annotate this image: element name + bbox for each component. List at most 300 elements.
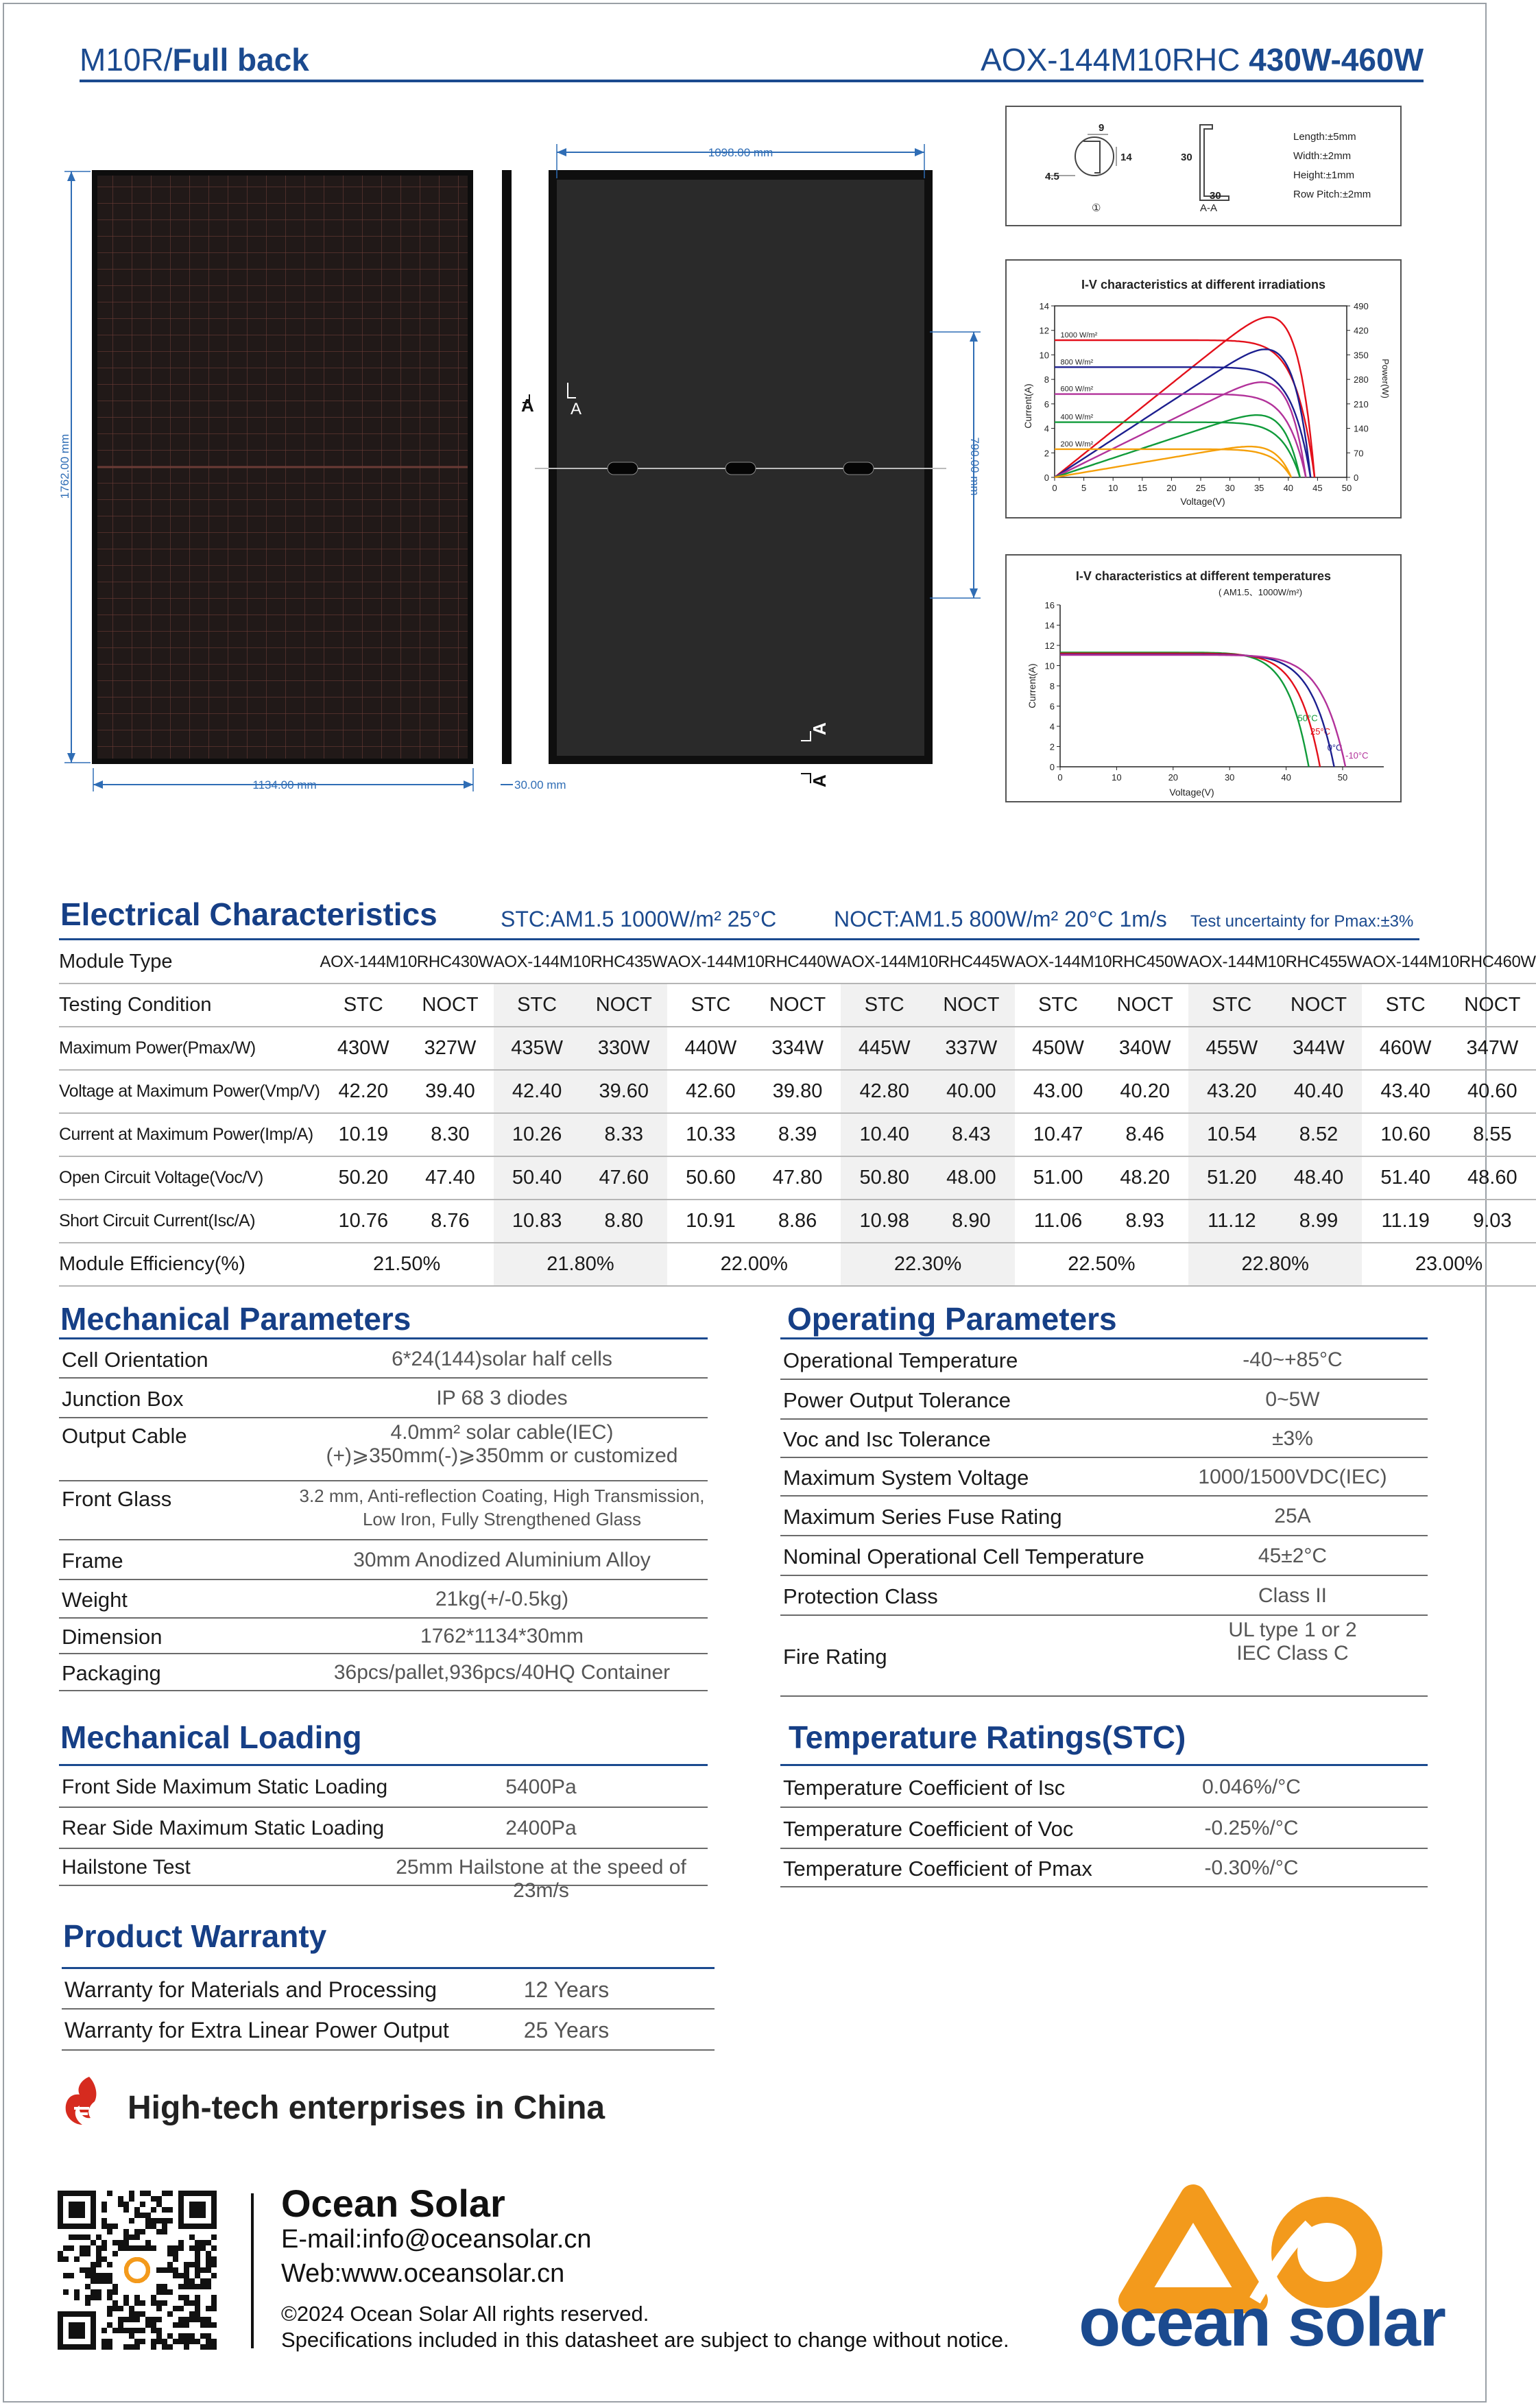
chart2-x-tick-label: 30 [1224,772,1235,783]
mechanical-value-line1: 3.2 mm, Anti-reflection Coating, High Transmission, [299,1486,705,1506]
chart1-x-tick-label: 50 [1341,483,1352,493]
electrical-row [59,1156,1536,1200]
chart1-x-tick-label: 25 [1195,483,1206,493]
electrical-cell: 8.52 [1275,1113,1363,1156]
frame-detail-box [1005,106,1402,226]
noct-header: NOCT [1275,984,1363,1027]
ocean-solar-logo [1049,2184,1474,2361]
chart2-y-tick-label: 4 [1049,722,1055,732]
mechanical-value-line2: Low Iron, Fully Strengthened Glass [362,1509,642,1529]
electrical-cell: 10.40 [841,1113,928,1156]
operating-key: Operational Temperature [783,1348,1018,1372]
chart1-y2label: Power(W) [1380,359,1391,398]
chart2-y-tick-label: 6 [1049,701,1055,712]
chart1-y-tick-label: 6 [1044,398,1049,409]
chart1-x-tick-label: 35 [1253,483,1264,493]
warranty-title: Product Warranty [63,1918,327,1954]
section-mark-bottom-outer: A [809,774,830,787]
chart1-ylabel: Current(A) [1022,383,1033,429]
chart1-x-tick-label: 10 [1107,483,1118,493]
electrical-cell: 8.80 [580,1200,667,1243]
electrical-cell: 460W [1362,1027,1449,1070]
operating-row [780,1420,1428,1458]
operating-value: 25A [1274,1505,1311,1527]
logo-circle-icon [1284,2210,1369,2295]
chart2-y-tick-label: 14 [1044,620,1055,631]
hightech-badge-icon [59,2074,101,2127]
electrical-cell: 42.40 [494,1070,581,1113]
electrical-cell: 344W [1275,1027,1363,1070]
electrical-cell: 10.91 [667,1200,754,1243]
electrical-row [59,1200,1536,1243]
operating-row [780,1340,1428,1380]
chart1-y2-tick-label: 70 [1354,448,1364,459]
testing-condition-row [59,984,1536,1027]
electrical-cell: 50.40 [494,1156,581,1200]
electrical-cell: 10.19 [320,1113,407,1156]
electrical-cell: 327W [407,1027,494,1070]
chart1-y2-tick-label: 490 [1354,301,1369,311]
chart2-series-label: -10°C [1345,750,1369,761]
electrical-cell: 8.86 [754,1200,841,1243]
mechanical-row [59,1540,708,1580]
stc-header: STC [841,984,928,1027]
electrical-row-label: Voltage at Maximum Power(Vmp/V) [59,1070,320,1113]
mechanical-row [59,1340,708,1379]
warranty-key: Warranty for Materials and Processing [64,1977,437,2002]
testing-condition-label: Testing Condition [59,984,320,1027]
operating-row [780,1616,1428,1697]
operating-key: Voc and Isc Tolerance [783,1427,991,1451]
electrical-cell: 435W [494,1027,581,1070]
efficiency-cell: 22.50% [1015,1243,1188,1286]
loading-key: Hailstone Test [62,1856,191,1879]
chart1-power-curve [1055,446,1291,477]
chart2-y-tick-label: 12 [1044,641,1055,651]
loading-title: Mechanical Loading [60,1719,362,1755]
mechanical-key: Dimension [62,1624,163,1649]
electrical-cell: 40.20 [1101,1070,1188,1113]
chart1-y2-tick-label: 280 [1354,374,1369,385]
footer-divider [251,2193,254,2348]
copyright: ©2024 Ocean Solar All rights reserved. [281,2302,649,2326]
electrical-row [59,1070,1536,1113]
chart1-y-tick-label: 14 [1039,301,1049,311]
loading-row [59,1767,708,1808]
mechanical-key: Frame [62,1548,123,1573]
electrical-cell: 40.00 [928,1070,1015,1113]
electrical-cell: 455W [1188,1027,1275,1070]
frame-dim-4-5: 4.5 [1045,171,1059,182]
temperature-key: Temperature Coefficient of Pmax [783,1856,1092,1881]
model-name: AOX-144M10RHC450W [1015,941,1188,984]
mechanical-key: Front Glass [62,1487,172,1511]
chart2-y-tick-label: 8 [1049,681,1055,691]
operating-key: Nominal Operational Cell Temperature [783,1544,1144,1569]
efficiency-cell: 21.80% [494,1243,667,1286]
section-mark-back: A [571,400,582,418]
electrical-cell: 8.99 [1275,1200,1363,1243]
frame-dim-14: 14 [1120,152,1132,163]
frame-dim-9: 9 [1099,122,1105,134]
warranty-row [62,2010,715,2051]
temperature-row [780,1767,1428,1808]
electrical-cell: 337W [928,1027,1015,1070]
chart2-y-tick-label: 2 [1049,741,1055,752]
operating-value: -40~+85°C [1243,1348,1343,1371]
hightech-text: High-tech enterprises in China [128,2090,605,2126]
electrical-cell: 50.80 [841,1156,928,1200]
mechanical-value: 21kg(+/-0.5kg) [435,1588,569,1610]
electrical-row [59,1027,1536,1070]
electrical-cell: 39.60 [580,1070,667,1113]
electrical-cell: 8.33 [580,1113,667,1156]
chart2-y-tick-label: 16 [1044,600,1055,610]
warranty-row [62,1970,715,2010]
electrical-cell: 10.26 [494,1113,581,1156]
chart1-y2-tick-label: 140 [1354,423,1369,434]
operating-value-line1: UL type 1 or 2 [1228,1619,1357,1641]
warranty-value: 12 Years [523,1977,610,2002]
model-name: AOX-144M10RHC460W [1362,941,1535,984]
noct-header: NOCT [407,984,494,1027]
module-type-label: Module Type [59,941,320,984]
electrical-cell: 43.20 [1188,1070,1275,1113]
frame-dim-30-h: 30 [1181,152,1192,163]
operating-row [780,1536,1428,1576]
chart1-series-label: 600 W/m² [1060,385,1094,394]
chart1-y2-tick-label: 0 [1354,473,1359,483]
frame-caption-aa: A-A [1200,202,1218,214]
efficiency-cell: 22.30% [841,1243,1014,1286]
operating-key: Maximum System Voltage [783,1465,1029,1490]
header-rule [80,80,1424,82]
mechanical-row [59,1379,708,1418]
electrical-cell: 39.40 [407,1070,494,1113]
electrical-cell: 51.40 [1362,1156,1449,1200]
temperature-row [780,1849,1428,1887]
electrical-cell: 11.19 [1362,1200,1449,1243]
chart2-iv-curve [1060,652,1309,767]
operating-row [780,1576,1428,1616]
electrical-cell: 47.60 [580,1156,667,1200]
loading-key: Rear Side Maximum Static Loading [62,1817,385,1839]
efficiency-cell: 23.00% [1362,1243,1535,1286]
operating-value: 1000/1500VDC(IEC) [1198,1466,1387,1488]
mechanical-value [296,1421,708,1468]
electrical-cell: 8.46 [1101,1113,1188,1156]
chart2-iv-curve [1060,654,1334,767]
mechanical-value [296,1484,708,1531]
electrical-row [59,1113,1536,1156]
chart2-y-tick-label: 0 [1049,762,1055,772]
electrical-cell: 47.80 [754,1156,841,1200]
module-type-row [59,941,1536,984]
disclaimer: Specifications included in this datasheet are subject to change without notice. [281,2328,1009,2352]
chart2-series-label: 25°C [1310,726,1331,737]
electrical-row-label: Short Circuit Current(Isc/A) [59,1200,320,1243]
electrical-cell: 11.12 [1188,1200,1275,1243]
loading-value: 25mm Hailstone at the speed of 23m/s [396,1856,686,1902]
loading-key: Front Side Maximum Static Loading [62,1776,388,1798]
tolerance-width: Width:±2mm [1293,150,1352,162]
temperature-row [780,1808,1428,1849]
header-model: AOX-144M10RHC 430W-460W [981,42,1424,78]
module-side-view [502,170,512,764]
electrical-cell: 445W [841,1027,928,1070]
mechanical-key: Output Cable [62,1424,187,1448]
mount-dim-label: 790.00 mm [968,437,981,496]
iv-temperature-chart [1007,556,1400,801]
qr-center-logo [118,2251,156,2289]
chart1-y2-tick-label: 350 [1354,350,1369,361]
efficiency-cell: 22.00% [667,1243,841,1286]
noct-condition: NOCT:AM1.5 800W/m² 20°C 1m/s [834,907,1167,931]
chart2-iv-curve [1060,655,1345,767]
electrical-cell: 51.00 [1015,1156,1102,1200]
chart1-x-tick-label: 5 [1081,483,1087,493]
mechanical-value: 30mm Anodized Aluminium Alloy [353,1549,651,1571]
mechanical-key: Weight [62,1587,128,1612]
electrical-table [59,941,1536,1287]
mechanical-value: 6*24(144)solar half cells [392,1348,612,1370]
chart1-x-tick-label: 20 [1166,483,1177,493]
chart2-x-tick-label: 10 [1112,772,1122,783]
stc-condition: STC:AM1.5 1000W/m² 25°C [501,907,777,931]
electrical-cell: 10.54 [1188,1113,1275,1156]
frame-caption-circle: ① [1092,202,1101,214]
electrical-cell: 42.80 [841,1070,928,1113]
back-width-dim-label: 1098.00 mm [708,146,773,159]
loading-row [59,1849,708,1902]
mechanical-title: Mechanical Parameters [60,1301,411,1337]
electrical-cell: 8.93 [1101,1200,1188,1243]
chart1-y-tick-label: 0 [1044,473,1049,483]
electrical-cell: 42.20 [320,1070,407,1113]
mechanical-title-rule [59,1337,708,1339]
operating-value [1157,1619,1428,1665]
electrical-cell: 42.60 [667,1070,754,1113]
operating-value: Class II [1258,1584,1328,1607]
stc-header: STC [667,984,754,1027]
operating-title-rule [780,1337,1428,1339]
operating-row [780,1458,1428,1497]
chart2-xlabel: Voltage(V) [1169,787,1214,798]
operating-row [780,1380,1428,1420]
chart1-x-tick-label: 40 [1283,483,1294,493]
electrical-cell: 8.39 [754,1113,841,1156]
model-name: AOX-144M10RHC455W [1188,941,1362,984]
electrical-cell: 40.60 [1449,1070,1536,1113]
loading-value: 5400Pa [505,1776,577,1798]
logo-wordmark: ocean solar [1079,2284,1445,2361]
operating-key: Maximum Series Fuse Rating [783,1504,1062,1529]
mechanical-value: IP 68 3 diodes [436,1387,568,1409]
thickness-dim-label: 30.00 mm [514,778,566,791]
company-name: Ocean Solar [281,2182,505,2225]
temperature-key: Temperature Coefficient of Isc [783,1775,1066,1800]
junction-box-right [843,462,874,475]
electrical-cell: 48.00 [928,1156,1015,1200]
mechanical-row [59,1654,708,1691]
operating-value: ±3% [1272,1427,1313,1450]
chart1-x-tick-label: 30 [1225,483,1235,493]
mechanical-key: Cell Orientation [62,1347,208,1372]
electrical-cell: 10.60 [1362,1113,1449,1156]
header-series: M10R/Full back [80,42,309,78]
noct-header: NOCT [754,984,841,1027]
chart1-y-tick-label: 10 [1039,350,1049,361]
electrical-cell: 8.43 [928,1113,1015,1156]
company-email[interactable]: E-mail:info@oceansolar.cn [281,2225,592,2254]
noct-header: NOCT [1449,984,1536,1027]
temperature-value: -0.30%/°C [1204,1857,1299,1879]
electrical-cell: 450W [1015,1027,1102,1070]
chart1-xlabel: Voltage(V) [1180,496,1225,507]
temperature-value: -0.25%/°C [1204,1817,1299,1839]
electrical-cell: 340W [1101,1027,1188,1070]
chart2-title: I-V characteristics at different temperatures [1075,569,1332,583]
electrical-cell: 43.00 [1015,1070,1102,1113]
electrical-cell: 50.60 [667,1156,754,1200]
electrical-cell: 347W [1449,1027,1536,1070]
temperature-title: Temperature Ratings(STC) [789,1719,1186,1755]
temperature-key: Temperature Coefficient of Voc [783,1816,1074,1841]
electrical-cell: 330W [580,1027,667,1070]
junction-box-center [725,462,756,475]
mechanical-key: Junction Box [62,1386,184,1411]
model-name: AOX-144M10RHC430W [320,941,493,984]
electrical-row-label: Open Circuit Voltage(Voc/V) [59,1156,320,1200]
chart1-x-tick-label: 45 [1312,483,1323,493]
iv-temperature-chart-box [1005,554,1402,802]
electrical-cell: 40.40 [1275,1070,1363,1113]
efficiency-label: Module Efficiency(%) [59,1243,320,1286]
chart1-series-label: 400 W/m² [1060,413,1094,422]
efficiency-row [59,1243,1536,1286]
warranty-title-rule [62,1967,715,1969]
chart1-y-tick-label: 8 [1044,374,1049,385]
electrical-cell: 334W [754,1027,841,1070]
electrical-cell: 8.76 [407,1200,494,1243]
chart2-series-label: 0°C [1327,742,1343,753]
mechanical-row [59,1418,708,1481]
electrical-cell: 10.98 [841,1200,928,1243]
section-mark-bottom-inner: A [809,722,830,735]
electrical-cell: 11.06 [1015,1200,1102,1243]
chart1-y2-tick-label: 210 [1354,398,1369,409]
chart1-series-label: 1000 W/m² [1060,331,1098,339]
operating-row [780,1497,1428,1536]
warranty-value: 25 Years [523,2018,610,2042]
electrical-cell: 48.20 [1101,1156,1188,1200]
electrical-cell: 47.40 [407,1156,494,1200]
efficiency-cell: 22.80% [1188,1243,1362,1286]
chart2-series-label: 50°C [1297,713,1318,724]
chart1-title: I-V characteristics at different irradiations [1081,278,1326,291]
noct-header: NOCT [580,984,667,1027]
electrical-row-label: Current at Maximum Power(Imp/A) [59,1113,320,1156]
electrical-cell: 48.40 [1275,1156,1363,1200]
section-mark-side: A [521,395,534,416]
loading-row [59,1808,708,1849]
mechanical-value: 1762*1134*30mm [420,1625,584,1647]
operating-value: 0~5W [1265,1388,1320,1411]
electrical-cell: 51.20 [1188,1156,1275,1200]
electrical-cell: 10.47 [1015,1113,1102,1156]
noct-header: NOCT [1101,984,1188,1027]
mechanical-value-line2: (+)⩾350mm(-)⩾350mm or customized [326,1444,678,1467]
electrical-cell: 39.80 [754,1070,841,1113]
chart1-y-tick-label: 12 [1039,325,1049,336]
temperature-title-rule [780,1764,1428,1766]
tolerance-row-pitch: Row Pitch:±2mm [1293,189,1371,200]
model-name: AOX-144M10RHC435W [494,941,667,984]
width-dim-label: 1134.00 mm [252,778,317,791]
electrical-title: Electrical Characteristics [60,896,437,932]
mechanical-key: Packaging [62,1660,161,1685]
electrical-cell: 430W [320,1027,407,1070]
loading-value: 2400Pa [505,1817,577,1839]
stc-header: STC [1188,984,1275,1027]
electrical-cell: 10.83 [494,1200,581,1243]
chart1-series-label: 800 W/m² [1060,358,1094,367]
module-drawing [55,137,1001,809]
chart1-y-tick-label: 4 [1044,423,1049,434]
efficiency-cell: 21.50% [320,1243,493,1286]
electrical-cell: 8.90 [928,1200,1015,1243]
iv-irradiance-chart-box [1005,259,1402,518]
operating-value-line2: IEC Class C [1236,1642,1349,1665]
operating-key: Protection Class [783,1584,938,1608]
height-dim-label: 1762.00 mm [58,433,71,499]
operating-title: Operating Parameters [787,1301,1117,1337]
mechanical-row [59,1580,708,1619]
mechanical-value: 36pcs/pallet,936pcs/40HQ Container [333,1661,671,1684]
operating-key: Power Output Tolerance [783,1387,1011,1412]
electrical-cell: 9.03 [1449,1200,1536,1243]
chart2-x-tick-label: 20 [1168,772,1179,783]
mechanical-row [59,1481,708,1540]
stc-header: STC [1015,984,1102,1027]
chart1-plot-area [1055,306,1347,477]
chart2-x-tick-label: 40 [1281,772,1291,783]
test-uncertainty: Test uncertainty for Pmax:±3% [1190,912,1414,931]
stc-header: STC [1362,984,1449,1027]
chart2-y-tick-label: 10 [1044,660,1055,671]
chart1-y2-tick-label: 420 [1354,325,1369,336]
chart1-y-tick-label: 2 [1044,448,1049,459]
chart1-x-tick-label: 15 [1137,483,1148,493]
electrical-cell: 8.30 [407,1113,494,1156]
model-name: AOX-144M10RHC445W [841,941,1014,984]
company-web[interactable]: Web:www.oceansolar.cn [281,2259,565,2288]
operating-value: 45±2°C [1258,1545,1328,1567]
loading-title-rule [59,1764,708,1766]
chart2-ylabel: Current(A) [1027,663,1037,708]
frame-dim-30-w: 30 [1210,190,1221,202]
stc-header: STC [494,984,581,1027]
electrical-cell: 50.20 [320,1156,407,1200]
iv-irradiance-chart [1007,261,1400,517]
electrical-cell: 48.60 [1449,1156,1536,1200]
electrical-cell: 10.76 [320,1200,407,1243]
tolerance-length: Length:±5mm [1293,131,1356,143]
electrical-title-rule [59,938,1419,940]
electrical-cell: 8.55 [1449,1113,1536,1156]
electrical-cell: 10.33 [667,1113,754,1156]
model-name: AOX-144M10RHC440W [667,941,841,984]
